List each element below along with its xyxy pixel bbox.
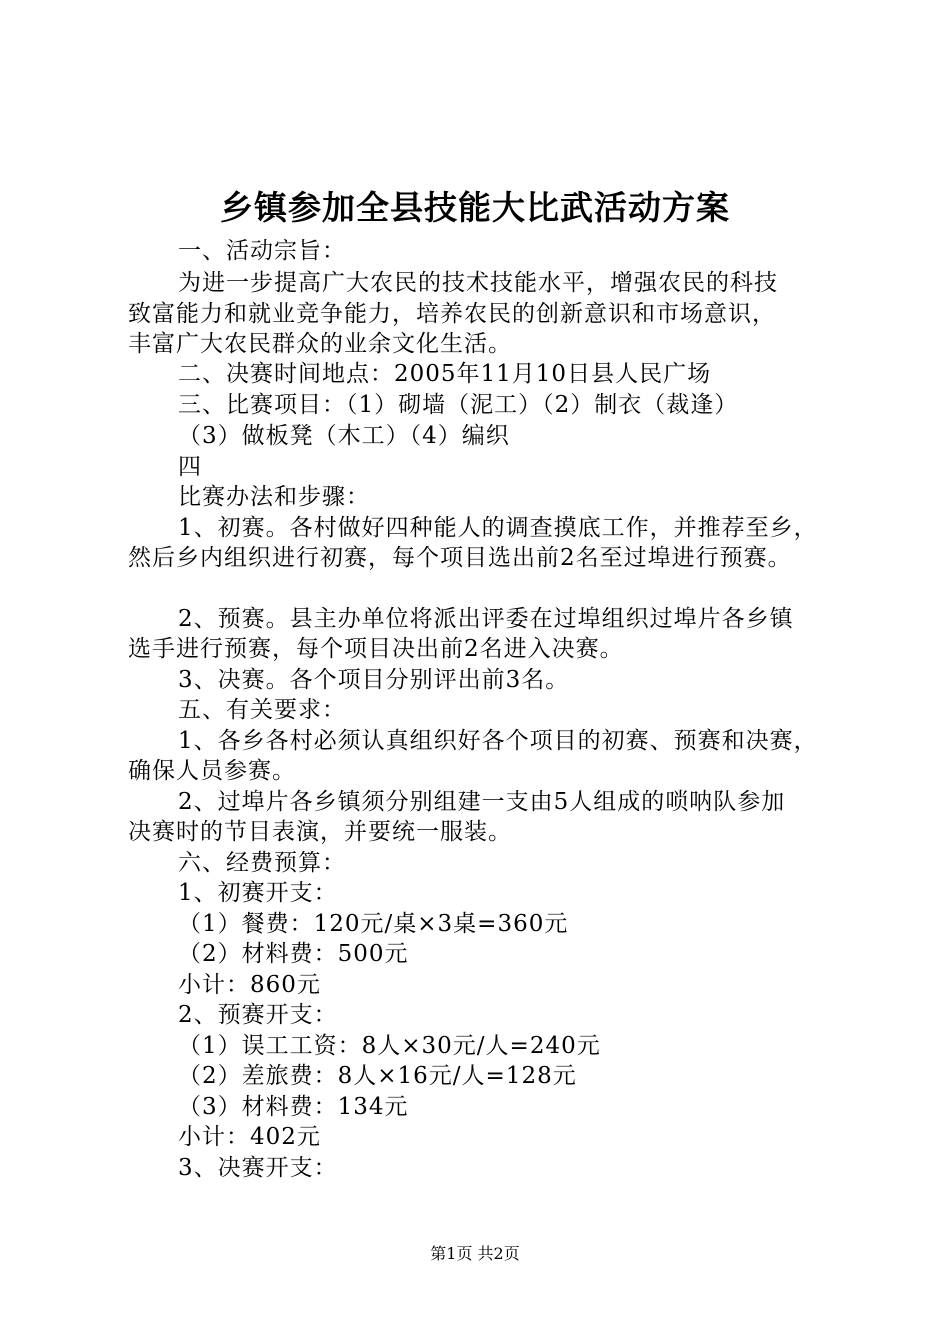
budget-line: 小计：402元 <box>178 1124 321 1150</box>
budget-line: 1、初赛开支： <box>178 880 338 906</box>
paragraph-line: 选手进行预赛，每个项目决出前2名进入决赛。 <box>128 636 624 662</box>
section-heading-events: 三、比赛项目：（1）砌墙（泥工）（2）制衣（裁逢） <box>178 392 739 418</box>
paragraph-line: 确保人员参赛。 <box>128 758 296 784</box>
section-heading-requirements: 五、有关要求： <box>178 697 346 723</box>
budget-line: （2）材料费：500元 <box>178 941 409 967</box>
paragraph-line: 丰富广大农民群众的业余文化生活。 <box>128 331 512 357</box>
section-heading-budget: 六、经费预算： <box>178 850 346 876</box>
document-title: 乡镇参加全县技能大比武活动方案 <box>220 188 730 227</box>
paragraph-line: （3）做板凳（木工）（4）编织 <box>178 423 510 449</box>
paragraph-line: 3、决赛。各个项目分别评出前3名。 <box>178 667 570 693</box>
paragraph-line: 决赛时的节目表演，并要统一服装。 <box>128 819 512 845</box>
paragraph-line: 1、各乡各村必须认真组织好各个项目的初赛、预赛和决赛， <box>178 728 818 754</box>
budget-line: 3、决赛开支： <box>178 1155 338 1181</box>
budget-line: （1）餐费：120元/桌×3桌=360元 <box>178 911 569 937</box>
section-heading-time-place: 二、决赛时间地点：2005年11月10日县人民广场 <box>178 361 712 387</box>
budget-line: （2）差旅费：8人×16元/人=128元 <box>178 1063 577 1089</box>
paragraph-line: 为进一步提高广大农民的技术技能水平，增强农民的科技 <box>178 270 778 296</box>
section-number-four: 四 <box>178 454 202 480</box>
paragraph-line: 2、预赛。县主办单位将派出评委在过埠组织过埠片各乡镇 <box>178 606 794 632</box>
paragraph-line: 然后乡内组织进行初赛，每个项目选出前2名至过埠进行预赛。 <box>128 545 792 571</box>
budget-line: 2、预赛开支： <box>178 1002 338 1028</box>
paragraph-line: 1、初赛。各村做好四种能人的调查摸底工作，并推荐至乡， <box>178 515 818 541</box>
paragraph-line: 2、过埠片各乡镇须分别组建一支由5人组成的唢呐队参加 <box>178 789 786 815</box>
section-heading-method: 比赛办法和步骤： <box>178 484 370 510</box>
budget-line: 小计：860元 <box>178 972 321 998</box>
section-heading-purpose: 一、活动宗旨： <box>178 238 346 264</box>
budget-line: （1）误工工资：8人×30元/人=240元 <box>178 1033 601 1059</box>
paragraph-line: 致富能力和就业竞争能力，培养农民的创新意识和市场意识， <box>128 301 776 327</box>
budget-line: （3）材料费：134元 <box>178 1094 409 1120</box>
page-footer: 第1页 共2页 <box>430 1244 520 1263</box>
